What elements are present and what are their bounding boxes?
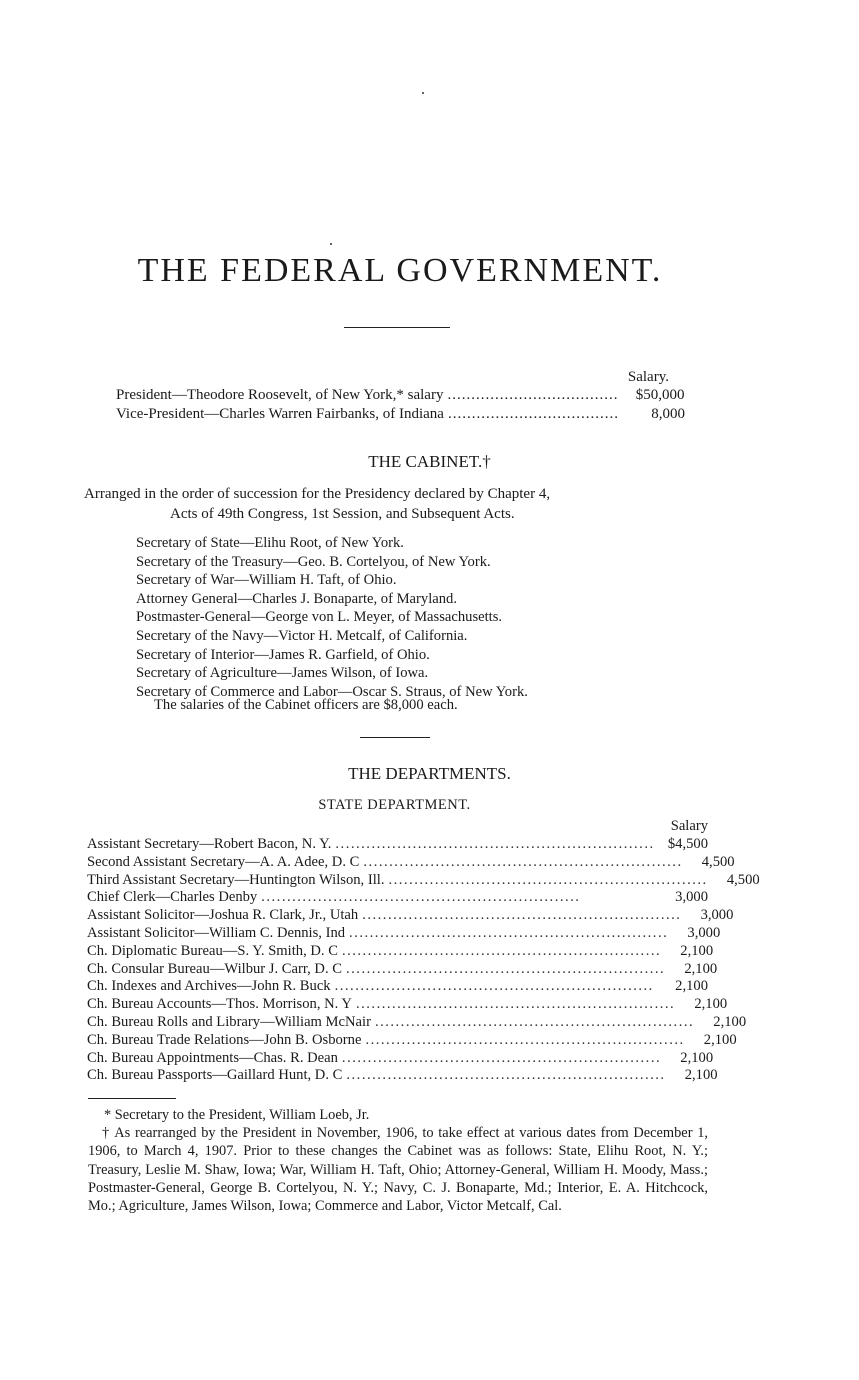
officer-row-president bbox=[116, 387, 685, 404]
cabinet-member: Secretary of War—William H. Taft, of Ohio. bbox=[136, 572, 397, 589]
cabinet-title: THE CABINET.† bbox=[368, 452, 491, 471]
department-staff-list bbox=[87, 836, 760, 1085]
position-salary: 3,000 bbox=[700, 907, 734, 924]
position-salary: 2,100 bbox=[684, 960, 718, 977]
ink-speck bbox=[330, 243, 332, 245]
cabinet-member: Secretary of Agriculture—James Wilson, of Iowa. bbox=[136, 665, 429, 682]
ink-speck bbox=[422, 92, 424, 94]
state-department-subtitle: STATE DEPARTMENT. bbox=[318, 797, 471, 813]
department-row bbox=[87, 1013, 747, 1032]
department-row bbox=[87, 1031, 737, 1050]
department-row bbox=[87, 836, 708, 854]
leader-dots: .................................... bbox=[447, 387, 619, 403]
page-title: THE FEDERAL GOVERNMENT. bbox=[137, 252, 663, 289]
position-label: Ch. Bureau Trade Relations—John B. Osborne bbox=[87, 1031, 362, 1048]
position-salary: 2,100 bbox=[675, 978, 708, 995]
position-salary: 3,000 bbox=[675, 889, 708, 906]
leader-dots: .............................................................. bbox=[335, 836, 655, 852]
position-salary: 4,500 bbox=[701, 853, 735, 870]
leader-dots: .............................................................. bbox=[363, 853, 683, 870]
position-label: Assistant Solicitor—William C. Dennis, Ind bbox=[87, 924, 346, 941]
department-row bbox=[87, 889, 708, 907]
leader-dots: .............................................................. bbox=[374, 1013, 695, 1030]
officer-label: Vice-President—Charles Warren Fairbanks, of Indiana bbox=[116, 406, 444, 422]
cabinet-member: Secretary of Interior—James R. Garfield, of Ohio. bbox=[136, 646, 430, 663]
position-label: Ch. Bureau Rolls and Library—William McNair bbox=[87, 1013, 371, 1030]
position-label: Third Assistant Secretary—Huntington Wilson, Ill. bbox=[87, 871, 385, 888]
department-row bbox=[87, 942, 714, 961]
position-label: Assistant Secretary—Robert Bacon, N. Y. bbox=[87, 836, 332, 852]
leader-dots: .............................................................. bbox=[341, 942, 662, 959]
cabinet-intro bbox=[84, 484, 704, 524]
officer-row-vice-president bbox=[116, 406, 685, 423]
department-row bbox=[87, 996, 728, 1014]
leader-dots: .............................................................. bbox=[261, 889, 581, 906]
leader-dots: .............................................................. bbox=[341, 1049, 662, 1066]
position-salary: 2,100 bbox=[680, 1049, 714, 1066]
leader-dots: .............................................................. bbox=[355, 996, 676, 1013]
department-row bbox=[87, 978, 708, 996]
position-label: Ch. Bureau Appointments—Chas. R. Dean bbox=[87, 1049, 338, 1066]
cabinet-member: Secretary of the Treasury—Geo. B. Cortelyou, of New York. bbox=[136, 553, 491, 570]
leader-dots: .............................................................. bbox=[365, 1031, 685, 1048]
position-salary: 2,100 bbox=[713, 1013, 747, 1030]
leader-dots: .................................... bbox=[447, 406, 619, 422]
cabinet-member-list bbox=[136, 534, 528, 701]
officer-label: President—Theodore Roosevelt, of New York,* salary bbox=[116, 387, 444, 403]
position-label: Ch. Diplomatic Bureau—S. Y. Smith, D. C bbox=[87, 942, 338, 959]
officer-salary: 8,000 bbox=[651, 406, 685, 422]
departments-title: THE DEPARTMENTS. bbox=[348, 764, 511, 783]
officer-salary: $50,000 bbox=[635, 387, 685, 403]
department-row bbox=[87, 1067, 718, 1085]
position-label: Assistant Solicitor—Joshua R. Clark, Jr., Utah bbox=[87, 907, 359, 924]
position-label: Ch. Consular Bureau—Wilbur J. Carr, D. C bbox=[87, 960, 342, 977]
footnote-dagger: † As rearranged by the President in November, 1906, to take effect at various dates from December 1, 1906, to March 4, 1907. Prior to these changes the Cabinet was as follows: State, Elihu Root, N. Y.; Treasury, Leslie M. Shaw, Iowa; War, William H. Taft, Ohio; Attorney-General, William H. Moody, Mass.; Postmaster-General, George B. Cortelyou, N. Y.; Navy, C. J. Bonaparte, Md.; Interior, E. A. Hitchcock, Mo.; Agriculture, James Wilson, Iowa; Commerce and Labor, Victor Metcalf, Cal. bbox=[88, 1125, 708, 1215]
section-divider bbox=[360, 737, 430, 738]
leader-dots: .............................................................. bbox=[346, 1067, 666, 1084]
salary-column-header: Salary. bbox=[627, 369, 669, 385]
leader-dots: .............................................................. bbox=[334, 978, 654, 995]
position-salary: 3,000 bbox=[687, 924, 721, 941]
position-salary: 2,100 bbox=[703, 1031, 737, 1048]
position-salary: 2,100 bbox=[684, 1067, 718, 1084]
cabinet-member: Secretary of State—Elihu Root, of New York. bbox=[136, 535, 404, 551]
leader-dots: .............................................................. bbox=[362, 907, 682, 924]
cabinet-member: Postmaster-General—George von L. Meyer, of Massachusetts. bbox=[136, 609, 503, 626]
position-label: Ch. Bureau Accounts—Thos. Morrison, N. Y bbox=[87, 996, 352, 1013]
department-row bbox=[87, 1049, 714, 1068]
leader-dots: .............................................................. bbox=[388, 871, 708, 888]
department-row bbox=[87, 907, 734, 925]
title-divider bbox=[344, 327, 450, 328]
position-salary: 2,100 bbox=[680, 942, 714, 959]
position-salary: 4,500 bbox=[726, 871, 760, 888]
footnote-star: * Secretary to the President, William Loeb, Jr. bbox=[104, 1107, 370, 1123]
position-label: Ch. Indexes and Archives—John R. Buck bbox=[87, 978, 331, 995]
position-label: Chief Clerk—Charles Denby bbox=[87, 889, 258, 906]
cabinet-intro-line2: Acts of 49th Congress, 1st Session, and Subsequent Acts. bbox=[170, 506, 515, 522]
leader-dots: .............................................................. bbox=[346, 960, 666, 977]
department-salary-header: Salary bbox=[670, 818, 708, 834]
position-label: Ch. Bureau Passports—Gaillard Hunt, D. C bbox=[87, 1067, 343, 1084]
cabinet-intro-line1: Arranged in the order of succession for the Presidency declared by Chapter 4, bbox=[84, 486, 551, 502]
department-row bbox=[87, 960, 718, 979]
department-row bbox=[87, 853, 735, 872]
leader-dots: .............................................................. bbox=[349, 924, 669, 941]
cabinet-member: Secretary of the Navy—Victor H. Metcalf, of California. bbox=[136, 627, 468, 644]
position-salary: 2,100 bbox=[694, 996, 728, 1013]
cabinet-member: Secretary of Commerce and Labor—Oscar S. Straus, of New York. bbox=[136, 683, 528, 700]
department-row bbox=[87, 871, 760, 890]
cabinet-member: Attorney General—Charles J. Bonaparte, of Maryland. bbox=[136, 590, 457, 607]
department-row bbox=[87, 924, 721, 943]
footnote-divider bbox=[88, 1098, 176, 1099]
cabinet-salary-note: The salaries of the Cabinet officers are $8,000 each. bbox=[154, 697, 458, 713]
position-salary: $4,500 bbox=[667, 836, 708, 852]
position-label: Second Assistant Secretary—A. A. Adee, D. C bbox=[87, 853, 360, 870]
